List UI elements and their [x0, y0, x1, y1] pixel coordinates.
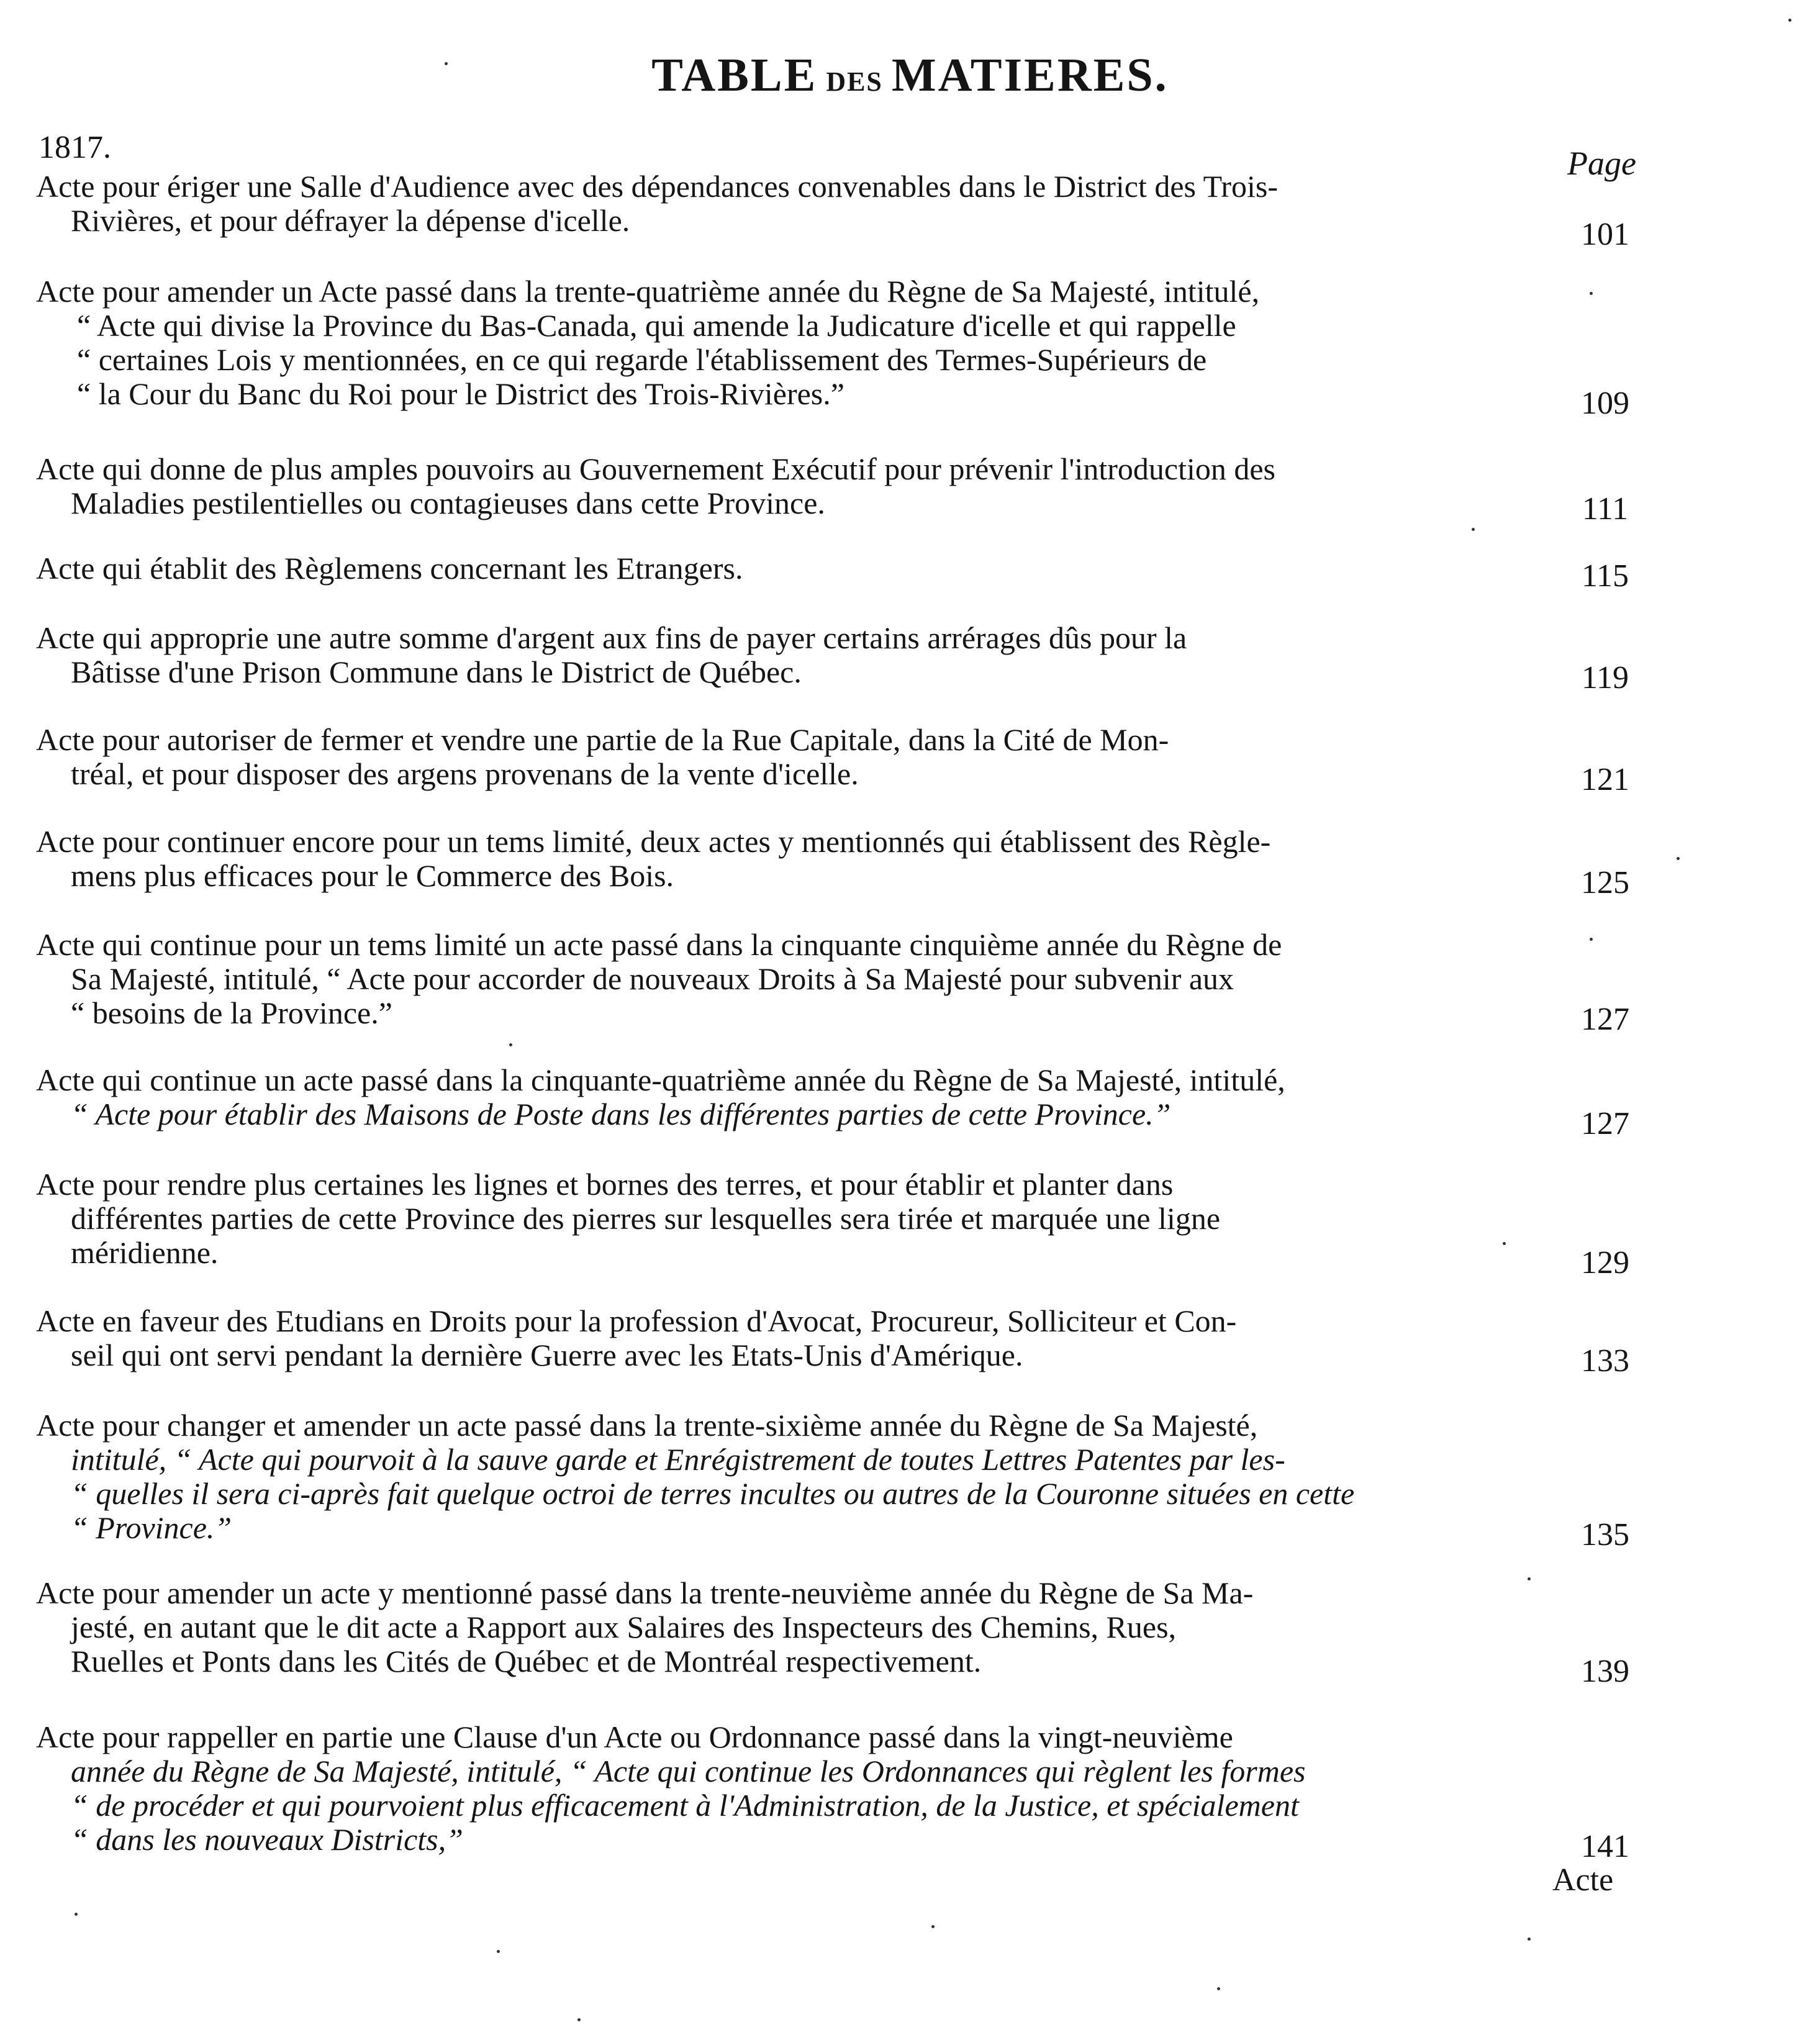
scan-speck: [577, 2018, 581, 2021]
entry-line: mens plus efficaces pour le Commerce des Bois.: [71, 858, 674, 893]
entry-line: Maladies pestilentielles ou contagieuses dans cette Province.: [71, 486, 825, 520]
entry-line: Acte qui établit des Règlemens concernant les Etrangers.: [36, 551, 743, 586]
title-word-table: TABLE: [651, 49, 818, 101]
entry-line: “ certaines Lois y mentionnées, en ce qui regarde l'établissement des Termes-Supérieurs de: [77, 342, 1207, 377]
toc-entry-page: 101: [1581, 217, 1629, 252]
entry-line: “ dans les nouveaux Districts,”: [71, 1822, 463, 1857]
toc-entry-13: [36, 1576, 1545, 1679]
toc-entry-8: [36, 928, 1545, 1030]
entry-line: Rivières, et pour défrayer la dépense d'icelle.: [71, 203, 630, 238]
toc-entry-3: [36, 452, 1545, 520]
entry-line: année du Règne de Sa Majesté, intitulé, “ Acte qui continue les Ordonnances qui règlent les formes: [71, 1754, 1306, 1788]
toc-entry-5: [36, 621, 1545, 689]
toc-entry-7: [36, 825, 1545, 893]
entry-line: Sa Majesté, intitulé, “ Acte pour accorder de nouveaux Droits à Sa Majesté pour subvenir aux: [71, 961, 1234, 996]
entry-line: Acte pour autoriser de fermer et vendre une partie de la Rue Capitale, dans la Cité de Mon-: [36, 722, 1169, 757]
toc-entry-4: [36, 551, 1545, 586]
entry-line: “ besoins de la Province.”: [71, 995, 392, 1030]
page-title: [0, 48, 1820, 102]
toc-entry-page: 127: [1581, 1002, 1629, 1037]
toc-entry-11: [36, 1304, 1545, 1372]
scan-speck: [1217, 1987, 1220, 1990]
entry-line: Acte qui approprie une autre somme d'argent aux fins de payer certains arrérages dûs pour la: [36, 620, 1187, 655]
scan-speck: [509, 1043, 512, 1046]
title-word-des: DES: [826, 66, 883, 97]
entry-line: Acte pour ériger une Salle d'Audience avec des dépendances convenables dans le District des Trois-: [36, 169, 1279, 204]
scan-speck: [1590, 938, 1593, 941]
entry-line: tréal, et pour disposer des argens provenans de la vente d'icelle.: [71, 756, 859, 791]
scan-speck: [931, 1925, 935, 1928]
scan-speck: [1788, 19, 1791, 22]
catchword: Acte: [1552, 1862, 1614, 1898]
scan-speck: [1677, 857, 1680, 860]
entry-line: Acte pour amender un acte y mentionné passé dans la trente-neuvième année du Règne de Sa Ma-: [36, 1575, 1254, 1610]
scan-speck: [1528, 1938, 1531, 1941]
entry-line: Acte pour changer et amender un acte passé dans la trente-sixième année du Règne de Sa Majesté,: [36, 1408, 1258, 1443]
entry-line: Acte pour amender un Acte passé dans la trente-quatrième année du Règne de Sa Majesté, intitulé,: [36, 274, 1260, 309]
toc-entry-9: [36, 1063, 1545, 1131]
entry-line: Bâtisse d'une Prison Commune dans le District de Québec.: [71, 655, 802, 689]
entry-line: intitulé, “ Acte qui pourvoit à la sauve garde et Enrégistrement de toutes Lettres Patentes par les-: [71, 1442, 1285, 1477]
entry-line: “ quelles il sera ci-après fait quelque octroi de terres incultes ou autres de la Couronne situées en cette: [71, 1476, 1355, 1511]
toc-entry-page: 129: [1581, 1245, 1629, 1280]
toc-entry-page: 121: [1581, 762, 1629, 797]
entry-line: “ la Cour du Banc du Roi pour le District des Trois-Rivières.”: [77, 376, 844, 411]
entry-line: différentes parties de cette Province des pierres sur lesquelles sera tirée et marquée une ligne: [71, 1201, 1221, 1236]
scan-speck: [445, 62, 448, 65]
entry-line: “ Acte pour établir des Maisons de Poste dans les différentes parties de cette Province.”: [71, 1097, 1171, 1131]
toc-entry-page: 111: [1582, 491, 1629, 527]
toc-entry-2: [36, 274, 1545, 411]
entry-line: Acte qui continue un acte passé dans la cinquante-quatrième année du Règne de Sa Majesté, intitulé,: [36, 1063, 1285, 1097]
toc-entry-page: 109: [1581, 386, 1629, 421]
toc-entry-1: [36, 170, 1545, 238]
toc-entry-10: [36, 1167, 1545, 1270]
toc-entry-page: 125: [1581, 865, 1629, 900]
entry-line: Acte pour rappeller en partie une Clause d'un Acte ou Ordonnance passé dans la vingt-neuvième: [36, 1720, 1233, 1754]
scan-speck: [75, 1913, 78, 1916]
entry-line: Ruelles et Ponts dans les Cités de Québec et de Montréal respectivement.: [71, 1644, 982, 1679]
entry-line: Acte pour rendre plus certaines les lignes et bornes des terres, et pour établir et planter dans: [36, 1167, 1174, 1202]
page-column-heading: Page: [1567, 145, 1636, 182]
toc-entry-12: [36, 1408, 1545, 1545]
entry-line: seil qui ont servi pendant la dernière Guerre avec les Etats-Unis d'Amérique.: [71, 1338, 1023, 1372]
toc-entry-page: 139: [1581, 1654, 1629, 1689]
entry-line: “ Province.”: [71, 1510, 232, 1545]
scan-speck: [497, 1950, 500, 1953]
entry-line: “ Acte qui divise la Province du Bas-Canada, qui amende la Judicature d'icelle et qui rappelle: [77, 308, 1236, 343]
toc-entry-page: 119: [1581, 660, 1629, 696]
toc-entry-14: [36, 1720, 1545, 1857]
scan-speck: [1528, 1577, 1531, 1580]
entry-line: “ de procéder et qui pourvoient plus efficacement à l'Administration, de la Justice, et spécialement: [71, 1788, 1299, 1823]
toc-entry-page: 133: [1581, 1343, 1629, 1379]
toc-entry-page: 127: [1581, 1106, 1629, 1141]
year-heading: 1817.: [38, 130, 111, 165]
entry-line: Acte pour continuer encore pour un tems limité, deux actes y mentionnés qui établissent des Règle-: [36, 824, 1271, 859]
toc-entry-page: 115: [1581, 558, 1629, 594]
title-word-matieres: MATIERES.: [891, 49, 1169, 101]
scan-speck: [1503, 1242, 1506, 1245]
entry-line: Acte qui continue pour un tems limité un acte passé dans la cinquante cinquième année du Règne de: [36, 927, 1282, 962]
toc-entry-6: [36, 723, 1545, 791]
entry-line: jesté, en autant que le dit acte a Rapport aux Salaires des Inspecteurs des Chemins, Rues,: [71, 1610, 1177, 1644]
entry-line: Acte qui donne de plus amples pouvoirs au Gouvernement Exécutif pour prévenir l'introduction des: [36, 451, 1275, 486]
entry-line: méridienne.: [71, 1235, 219, 1270]
toc-entry-page: 135: [1581, 1517, 1629, 1552]
scan-speck: [1472, 528, 1475, 531]
entry-line: Acte en faveur des Etudians en Droits pour la profession d'Avocat, Procureur, Solliciteur et Con-: [36, 1303, 1237, 1338]
scan-speck: [1590, 292, 1593, 295]
toc-entry-page: 141: [1581, 1829, 1629, 1864]
